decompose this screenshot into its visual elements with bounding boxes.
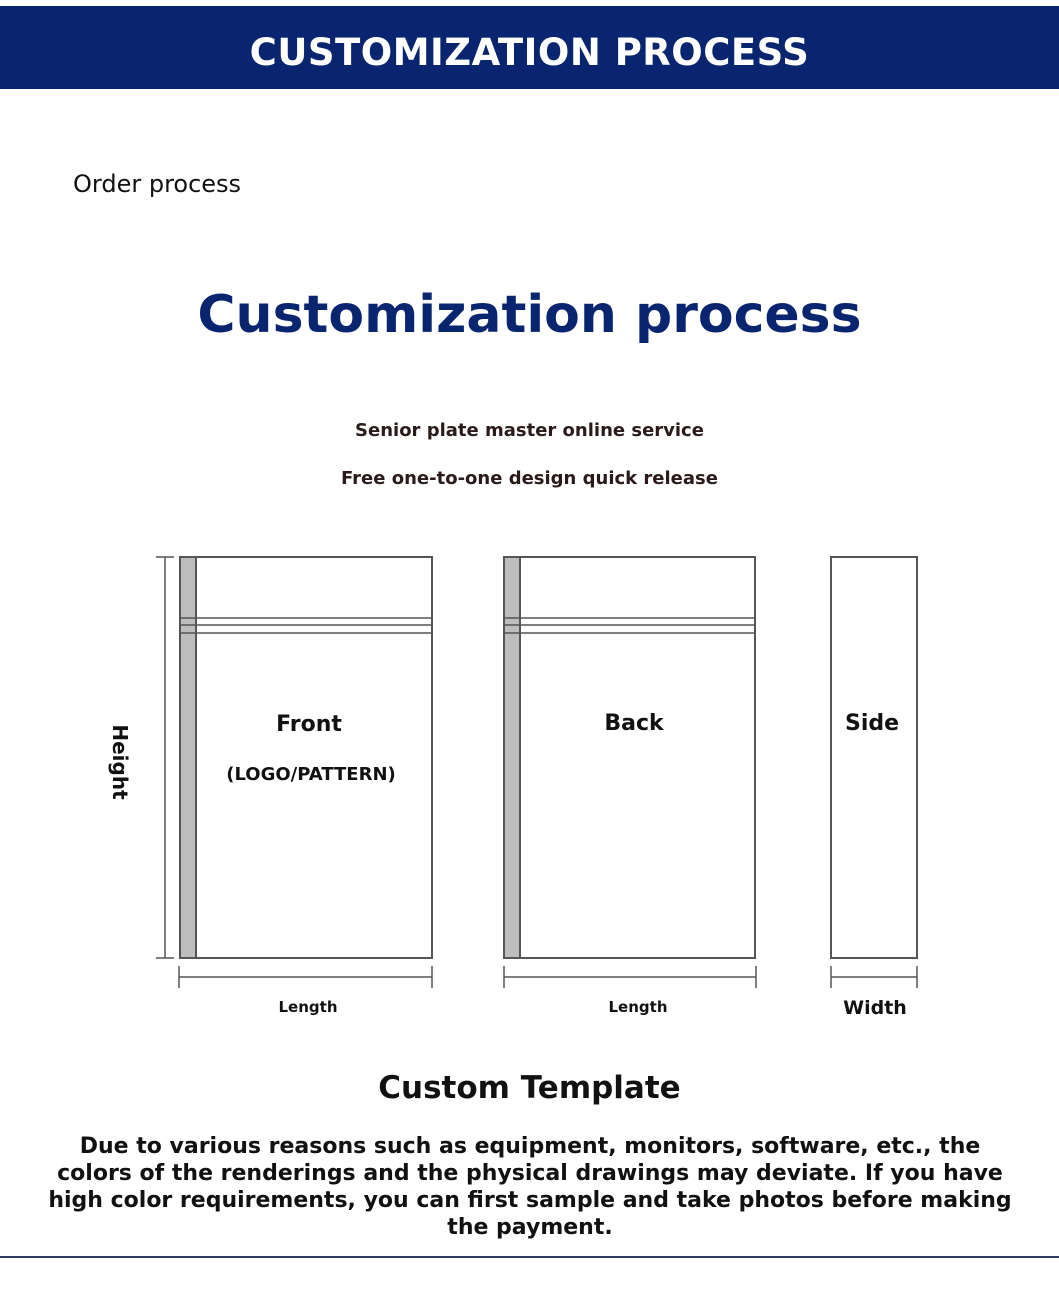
main-title: Customization process (197, 285, 862, 345)
banner-title: CUSTOMIZATION PROCESS (249, 31, 810, 74)
front-length-dimension (179, 966, 432, 988)
subtitle-design: Free one-to-one design quick release (341, 468, 718, 489)
side-width-label: Width (843, 997, 907, 1019)
side-title: Side (844, 711, 900, 736)
back-length-dimension (504, 966, 756, 988)
back-title: Back (604, 711, 664, 736)
front-panel (180, 557, 432, 958)
order-process-label: Order process (73, 170, 242, 198)
side-panel (831, 557, 917, 958)
front-length-label: Length (278, 998, 338, 1016)
header-banner (0, 6, 1059, 89)
height-dimension (156, 557, 174, 958)
height-label: Height (108, 724, 132, 800)
front-subtitle: (LOGO/PATTERN) (226, 764, 396, 785)
back-length-label: Length (608, 998, 668, 1016)
bag-dimension-diagram (0, 540, 1059, 1030)
subtitle-service: Senior plate master online service (355, 420, 704, 441)
color-disclaimer: Due to various reasons such as equipment, monitors, software, etc., the colors of the renderings and the physical drawings may deviate. If you have high color requirements, you can first sample and take photos before making the payment. (48, 1134, 1012, 1240)
side-width-dimension (831, 966, 917, 988)
front-title: Front (276, 712, 342, 737)
back-panel (504, 557, 755, 958)
footer-divider (0, 1256, 1059, 1258)
custom-template-title: Custom Template (378, 1070, 681, 1106)
